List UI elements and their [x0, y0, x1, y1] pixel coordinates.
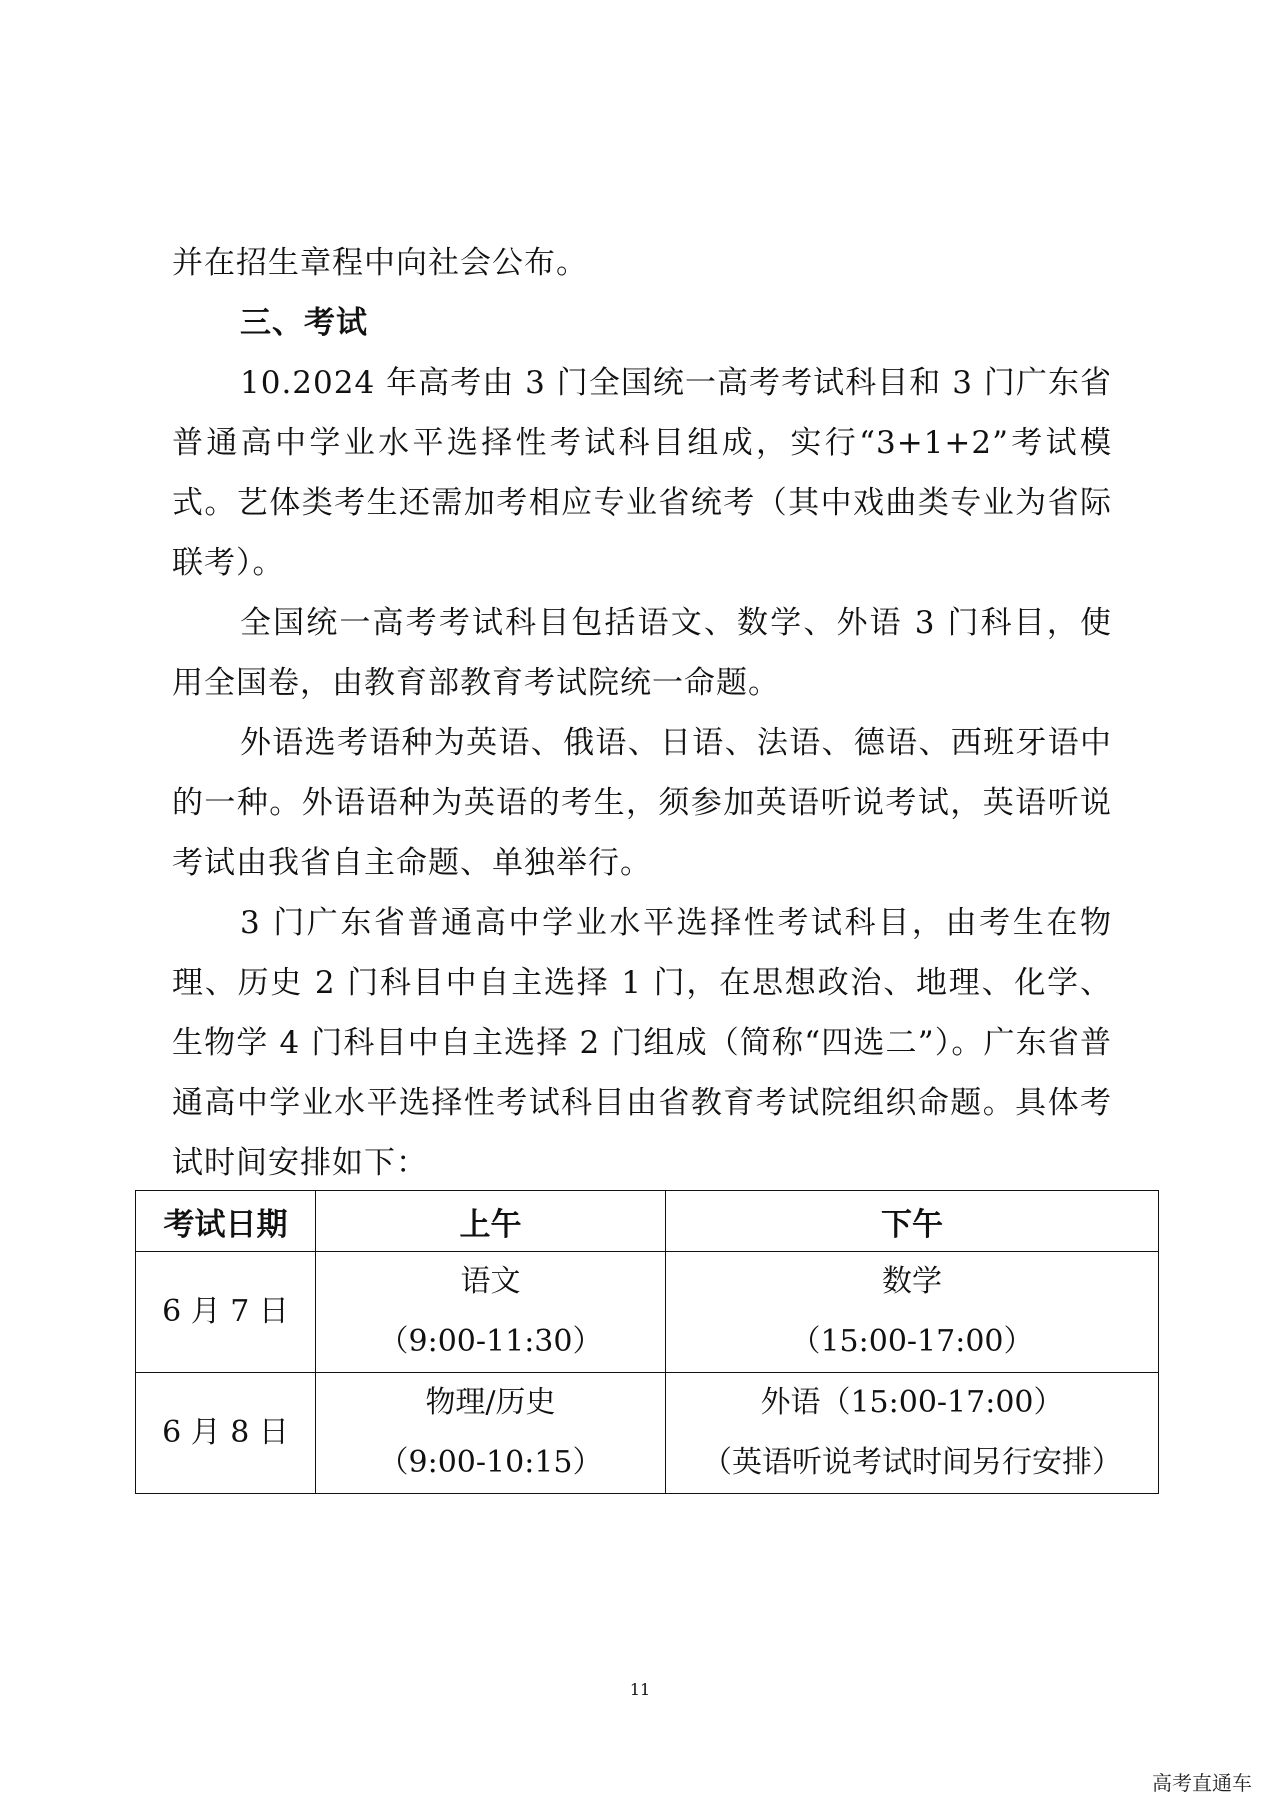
morning-time: （9:00-11:30） [378, 1324, 603, 1359]
paragraph-exam-structure: 10.2024 年高考由 3 门全国统一高考考试科目和 3 门广东省普通高中学业水平选择性考试科目组成，实行“3+1+2”考试模式。艺体类考生还需加考相应专业省统考（其中戏曲类专业为省际联考）。 [172, 365, 1112, 581]
cell-morning [316, 1252, 666, 1373]
cell-morning [316, 1373, 666, 1494]
morning-time: （9:00-10:15） [378, 1445, 603, 1480]
watermark-text: 高考直通车 [1152, 1771, 1252, 1795]
page-number: 11 [629, 1680, 651, 1699]
paragraph-national-subjects: 全国统一高考考试科目包括语文、数学、外语 3 门科目，使用全国卷，由教育部教育考试院统一命题。 [172, 605, 1112, 701]
morning-subject: 物理/历史 [425, 1385, 556, 1420]
paragraph-continuation: 并在招生章程中向社会公布。 [172, 245, 588, 281]
paragraph-foreign-language: 外语选考语种为英语、俄语、日语、法语、德语、西班牙语中的一种。外语语种为英语的考生，须参加英语听说考试，英语听说考试由我省自主命题、单独举行。 [172, 725, 1112, 881]
cell-afternoon [666, 1373, 1159, 1494]
morning-subject: 语文 [460, 1264, 521, 1299]
afternoon-subject: 外语（15:00-17:00） [760, 1385, 1064, 1420]
header-afternoon: 下午 [666, 1191, 1159, 1252]
table-row [136, 1373, 1159, 1494]
paragraph-elective-subjects: 3 门广东省普通高中学业水平选择性考试科目，由考生在物理、历史 2 门科目中自主选择 1 门，在思想政治、地理、化学、生物学 4 门科目中自主选择 2 门组成（简称“四选二”）。广东省普通高中学业水平选择性考试科目由省教育考试院组织命题。具体考试时间安排如下： [172, 905, 1112, 1181]
afternoon-time: （15:00-17:00） [790, 1324, 1034, 1359]
exam-schedule-table [135, 1190, 1159, 1494]
table-header-row [136, 1191, 1159, 1252]
cell-afternoon [666, 1252, 1159, 1373]
table-row [136, 1252, 1159, 1373]
section-heading-exam: 三、考试 [240, 305, 368, 341]
header-morning: 上午 [316, 1191, 666, 1252]
header-exam-date: 考试日期 [136, 1191, 316, 1252]
afternoon-note: （英语听说考试时间另行安排） [702, 1445, 1122, 1480]
afternoon-subject: 数学 [882, 1264, 942, 1299]
cell-date: 6 月 7 日 [136, 1252, 316, 1373]
cell-date: 6 月 8 日 [136, 1373, 316, 1494]
